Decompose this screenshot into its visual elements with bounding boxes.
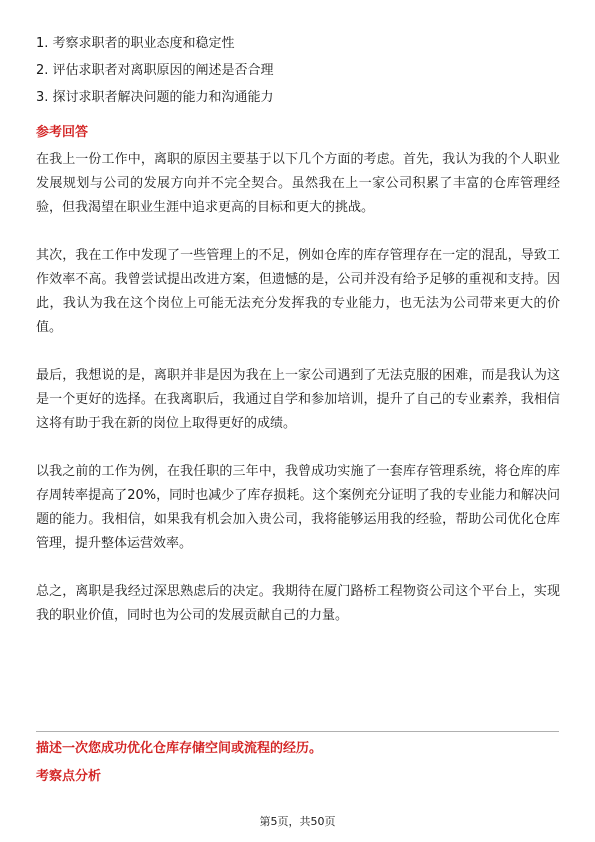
page-number: 第5页，共50页 bbox=[259, 815, 336, 828]
reference-answer-heading: 参考回答 bbox=[36, 125, 89, 140]
reference-answer-body bbox=[36, 148, 560, 652]
section-divider bbox=[36, 731, 559, 732]
analysis-heading: 考察点分析 bbox=[36, 769, 102, 784]
assessment-points-list bbox=[36, 30, 560, 111]
interview-question: 描述一次您成功优化仓库存储空间或流程的经历。 bbox=[36, 741, 323, 756]
assessment-point: 1. 考察求职者的职业态度和稳定性 bbox=[36, 36, 235, 51]
assessment-point: 3. 探讨求职者解决问题的能力和沟通能力 bbox=[36, 90, 274, 105]
answer-paragraph: 其次，我在工作中发现了一些管理上的不足，例如仓库的库存管理存在一定的混乱，导致工作效率不高。我曾尝试提出改进方案，但遗憾的是，公司并没有给予足够的重视和支持。因此，我认为我在这个岗位上可能无法充分发挥我的专业能力，也无法为公司带来更大的价值。 bbox=[36, 248, 560, 335]
assessment-point: 2. 评估求职者对离职原因的阐述是否合理 bbox=[36, 63, 274, 78]
answer-paragraph: 最后，我想说的是，离职并非是因为我在上一家公司遇到了无法克服的困难，而是我认为这是一个更好的选择。在我离职后，我通过自学和参加培训，提升了自己的专业素养，我相信这将有助于我在新的岗位上取得更好的成绩。 bbox=[36, 368, 560, 431]
answer-paragraph: 总之，离职是我经过深思熟虑后的决定。我期待在厦门路桥工程物资公司这个平台上，实现我的职业价值，同时也为公司的发展贡献自己的力量。 bbox=[36, 584, 560, 623]
answer-paragraph: 在我上一份工作中，离职的原因主要基于以下几个方面的考虑。首先，我认为我的个人职业发展规划与公司的发展方向并不完全契合。虽然我在上一家公司积累了丰富的仓库管理经验，但我渴望在职业生涯中追求更高的目标和更大的挑战。 bbox=[36, 152, 560, 215]
answer-paragraph: 以我之前的工作为例，在我任职的三年中，我曾成功实施了一套库存管理系统，将仓库的库存周转率提高了20%，同时也减少了库存损耗。这个案例充分证明了我的专业能力和解决问题的能力。我相信，如果我有机会加入贵公司，我将能够运用我的经验，帮助公司优化仓库管理，提升整体运营效率。 bbox=[36, 464, 560, 551]
